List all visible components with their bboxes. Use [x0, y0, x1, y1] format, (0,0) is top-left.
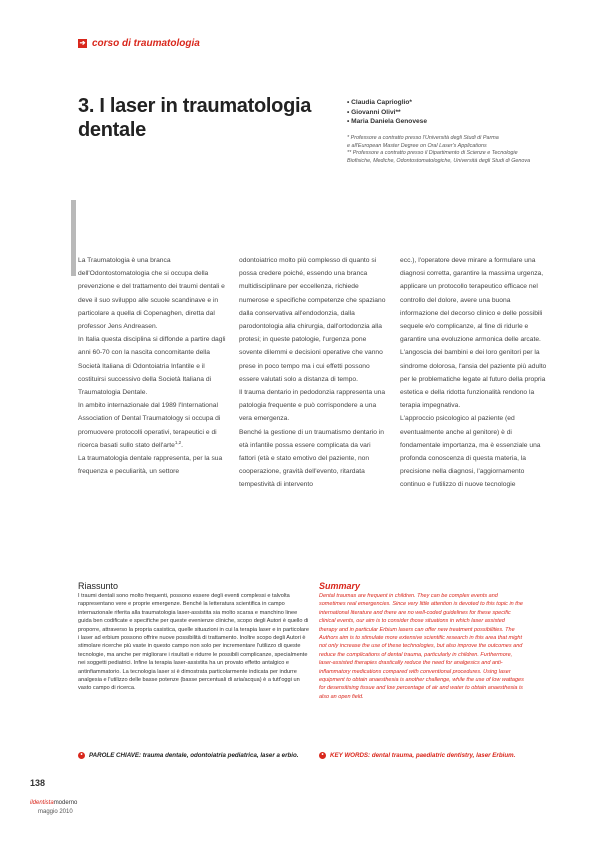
affiliation-line: Biofisiche, Mediche, Odontostomatologiche, Università degli Studi di Genova — [347, 157, 531, 164]
section-tag — [78, 38, 200, 49]
paragraph: Benché la gestione di un traumatismo dentario in età infantile possa essere complicata da vari fattori (età e stato emotivo del paziente, non cooperazione, gravità dell'evento, ritardata tempestività di intervento — [239, 428, 384, 489]
paragraph: Il trauma dentario in pedodonzia rappresenta una patologia frequente e può corrispondere a una vera emergenza. — [239, 389, 386, 423]
paragraph: odontoiatrico molto più complesso di quanto si possa credere poiché, essendo una branca multidisciplinare per eccellenza, richiede numerose e specifiche competenze che spaziano dalla conservativa all'endodonzia, dalla parodontologia alla chirurgia, dall'ortodonzia alla protesi; in queste patologie, l'urgenza pone sovente dilemmi e decisioni operative che vanno prese in poco tempo ma i cui effetti possono essere valutati solo a distanza di tempo. — [239, 257, 386, 383]
paragraph: L'approccio psicologico al paziente (ed eventualmente anche al genitore) è di fondamentale importanza, ma è essenziale una profonda conoscenza di questa materia, la precisione nella diagnosi, l'aggiornamento continuo e l'utilizzo di nuove tecnologie — [400, 415, 541, 489]
body-column-3 — [400, 254, 548, 492]
summary-title: Summary — [319, 581, 361, 591]
body-column-2 — [239, 254, 387, 492]
section-label: corso di traumatologia — [92, 38, 200, 49]
summary-text: Dental traumas are frequent in children. They can be complex events and sometimes real emergencies. Since very little attention is devoted to this topic in the international literature and there are no well-coded guidelines for these specific clinical events, our aim is to consider those situations in which laser assisted therapy and in particular Erbium lasers can offer new treatment possibilities. The Authors aim is to stimulate more extensive scientific research in this area that might not only increase the use of these technologies, but also improve the outcomes and reduce the complications of dental trauma, particularly in children. Furthermore, laser-assisted therapies drastically reduce the need for analgesics and anti-inflammatory medications compared with conventional procedures. Using laser equipment to obtain anaesthesia is another challenge, while the use of low wattages for desensitising tissue and low percentage of air and water to obtain anaesthesia is also an open field. — [319, 593, 524, 700]
paragraph: In Italia questa disciplina si diffonde a partire dagli anni 60-70 con la nascita concomitante della Società Italiana di Odontoiatria Infantile e il costituirsi successivo della Società Italiana di Traumatologia Dentale. — [78, 336, 226, 397]
bullet-icon: • — [319, 752, 326, 759]
citation-ref: 1,2 — [174, 439, 182, 445]
journal-name-suffix: moderno — [53, 800, 78, 806]
paragraph-text: In ambito internazionale dal 1989 l'International Association of Dental Traumatology si occupa di promuovere protocolli operativi, terapeutici e di ricerca basati sullo stato dell'arte — [78, 402, 221, 449]
issue-date: maggio 2010 — [38, 809, 73, 815]
affiliation-line: * Professore a contratto presso l'Università degli Studi di Parma — [347, 135, 499, 141]
paragraph: La Traumatologia è una branca dell'Odontostomatologia che si occupa della prevenzione e del trattamento dei traumi dentali e deve il suo sviluppo alle scuole scandinave e in particolare a quella di Copenaghen, diretta dal professor Jens Andreasen. — [78, 257, 225, 331]
riassunto-title: Riassunto — [78, 581, 119, 591]
paragraph — [78, 399, 226, 452]
paragraph: La traumatologia dentale rappresenta, per la sua frequenza e peculiarità, un settore — [78, 455, 223, 476]
author-list — [347, 98, 427, 127]
journal-name-prefix: ildentista — [30, 800, 54, 806]
affiliation-line: e all'European Master Degree on Oral Laser's Applications — [347, 142, 487, 149]
journal-name — [30, 800, 77, 806]
decorative-bar — [71, 200, 76, 276]
author: • Giovanni Olivi** — [347, 108, 401, 116]
body-column-1 — [78, 254, 226, 478]
author: • Claudia Caprioglio* — [347, 99, 412, 106]
bullet-icon: • — [78, 752, 85, 759]
riassunto-text: I traumi dentali sono molto frequenti, possono essere degli eventi complessi e talvolta rappresentano vere e proprie emergenze. Benché la letteratura scientifica in campo internazionale riferita alla traumatologia laser-assistita sia molto scarsa e manchino linee guida ben codificate e specifiche per queste evenienze cliniche, scopo degli Autori è quello di proporre, attraverso la propria casistica, quelle situazioni in cui la terapia laser e in particolare i laser ad erbium possono offrire nuove possibilità di trattamento. Inoltre scopo degli Autori è stimolare ricerche più vaste in questo campo non solo per incrementare l'utilizzo di queste tecnologie, ma anche per migliorare i risultati e ridurre le possibili complicanze, specialmente nei soggetti pediatrici. Infine la terapia laser-assistita ha un provato effetto antalgico e antinfiammatorio. La tecnologia laser si è dimostrata particolarmente indicata per indurre analgesia e l'utilizzo delle basse potenze (basse percentuali di aria/acqua) è a tutt'oggi un vasto campo di ricerca. — [78, 593, 310, 692]
keywords-it-text: PAROLE CHIAVE: trauma dentale, odontoiatria pediatrica, laser a erbio. — [89, 752, 299, 759]
paragraph: ecc.), l'operatore deve mirare a formulare una diagnosi corretta, garantire la massima urgenza, applicare un protocollo terapeutico efficace nel controllo del dolore, avere una buona informazione del decorso clinico e delle possibili sequele e/o complicanze, al fine di ridurle e garantire una evoluzione armonica delle arcate. — [400, 257, 544, 344]
paragraph-end: . — [181, 441, 183, 449]
page-number: 138 — [30, 778, 46, 788]
affiliation-line: ** Professore a contratto presso il Dipartimento di Scienze e Tecnologie — [347, 150, 518, 157]
keywords-en-text: KEY WORDS: dental trauma, paediatric dentistry, laser Erbium. — [330, 752, 516, 759]
affiliations — [347, 135, 557, 165]
article-title: 3. I laser in traumatologia dentale — [78, 95, 312, 141]
arrow-right-icon: ➔ — [79, 40, 86, 47]
keywords-it — [78, 752, 299, 759]
author: • Maria Daniela Genovese — [347, 118, 428, 125]
keywords-en — [319, 752, 515, 759]
paragraph: L'angoscia dei bambini e dei loro genitori per la sindrome dolorosa, l'ansia del paziente più adulto per le problematiche legate al futuro della propria estetica e della ridotta funzionalità rendono la terapia impegnativa. — [400, 349, 547, 410]
